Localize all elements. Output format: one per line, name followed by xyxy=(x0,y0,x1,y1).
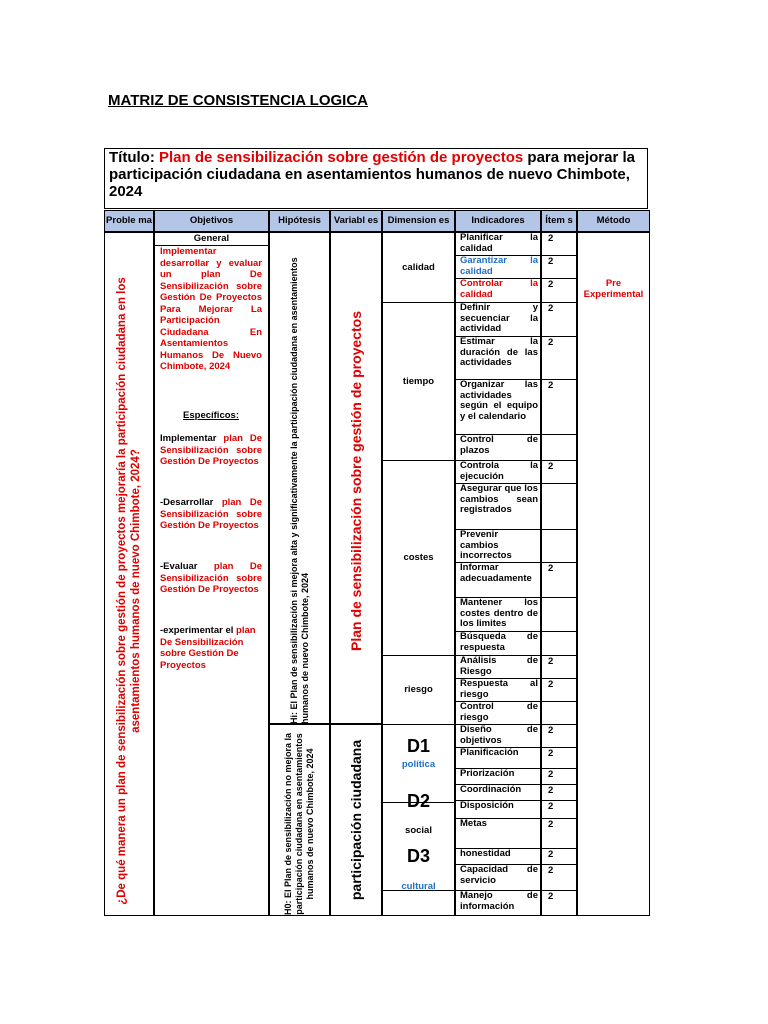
objetivo-especifico-4: -experimentar el plan De Sensibilización sobre Gestión De Proyectos xyxy=(160,625,256,671)
dimension-tiempo: tiempo xyxy=(402,376,435,387)
item-value: 2 xyxy=(548,256,554,267)
metodo-text: Pre Experimental xyxy=(583,278,644,300)
item-value: 2 xyxy=(548,303,554,314)
dimension-d2-sub: social xyxy=(405,825,432,836)
title-red-part: Plan de sensibilización sobre gestión de proyectos xyxy=(158,149,524,166)
header-items: Ítem s xyxy=(541,210,577,232)
indicator-label: Priorización xyxy=(460,768,515,779)
dimension-d3: D3 xyxy=(406,846,430,866)
dimension-riesgo: riesgo xyxy=(404,684,433,695)
header-variables: Variabl es xyxy=(330,210,382,232)
title-box xyxy=(104,148,648,209)
indicator-label: Controlar la calidad xyxy=(460,278,538,300)
indicator-label: Diseño de objetivos xyxy=(460,724,538,746)
indicator-label: honestidad xyxy=(460,848,511,859)
item-value: 2 xyxy=(548,801,554,812)
objetivos-especificos-label: Específicos: xyxy=(183,410,239,421)
header-metodo: Método xyxy=(577,210,650,232)
item-value: 2 xyxy=(548,679,554,690)
hipotesis-h0-text: H0: El Plan de sensibilización no mejora la participación ciudadana en asentamientos humanos de nuevo Chimbote, 2024 xyxy=(282,732,315,916)
item-value: 2 xyxy=(548,819,554,830)
title-prefix: Título: xyxy=(109,149,159,166)
indicator-label: Mantener los costes dentro de los limites xyxy=(460,597,538,629)
dimension-d1: D1 xyxy=(406,736,430,756)
header-indicadores: Indicadores xyxy=(455,210,541,232)
indicator-label: Planificar la calidad xyxy=(460,232,538,254)
objetivo-especifico-1: Implementar plan De Sensibilización sobre Gestión De Proyectos xyxy=(160,433,262,467)
item-value: 2 xyxy=(548,233,554,244)
indicator-label: Estimar la duración de las actividades xyxy=(460,336,538,368)
item-value: 2 xyxy=(548,865,554,876)
problema-text: ¿De qué manera un plan de sensibilización sobre gestión de proyectos mejoraría la participación ciudadana en los asentamientos humanos de nuevo Chimbote, 2024? xyxy=(116,277,142,905)
item-value: 2 xyxy=(548,563,554,574)
item-value: 2 xyxy=(548,461,554,472)
item-value: 2 xyxy=(548,279,554,290)
objetivo-especifico-2: -Desarrollar plan De Sensibilización sobre Gestión De Proyectos xyxy=(160,497,262,531)
item-value: 2 xyxy=(548,725,554,736)
dimension-costes: costes xyxy=(403,552,434,563)
indicator-label: Manejo de información xyxy=(460,890,538,912)
indicator-label: Metas xyxy=(460,818,487,829)
indicator-label: Respuesta al riesgo xyxy=(460,678,538,700)
indicator-label: Control de riesgo xyxy=(460,701,538,723)
indicator-label: Garantizar la calidad xyxy=(460,255,538,277)
dimension-d3-sub: cultural xyxy=(401,881,436,892)
indicator-label: Controla la ejecución xyxy=(460,460,538,482)
objetivo-general-label: General xyxy=(193,233,230,244)
indicator-label: Control de plazos xyxy=(460,434,538,456)
objetivo-especifico-3: -Evaluar plan De Sensibilización sobre Gestión De Proyectos xyxy=(160,561,262,595)
item-value: 2 xyxy=(548,785,554,796)
hipotesis-hi-text: Hi: El Plan de sensibilización si mejora alta y significativamente la participación ciudadana en asentamientos humanos de nuevo Chimbote, 2024 xyxy=(289,257,310,724)
variable-2-text: participación ciudadana xyxy=(348,739,364,901)
dimensiones-column xyxy=(382,232,455,916)
header-dimensiones: Dimension es xyxy=(382,210,455,232)
title-rest: para mejorar la participación ciudadana en asentamientos humanos de nuevo Chimbote, 2024 xyxy=(109,149,635,200)
indicator-label: Definir y secuenciar la actividad xyxy=(460,302,538,334)
variable-1-text: Plan de sensibilización sobre gestión de proyectos xyxy=(348,311,364,651)
indicator-label: Organizar las actividades según el equipo y el calendario xyxy=(460,379,538,422)
header-problema: Proble ma xyxy=(104,210,154,232)
item-value: 2 xyxy=(548,380,554,391)
indicator-label: Disposición xyxy=(460,800,514,811)
indicator-label: Búsqueda de respuesta xyxy=(460,631,538,653)
dimension-d2: D2 xyxy=(406,791,430,811)
dimension-d1-sub: política xyxy=(401,759,436,770)
page-heading: MATRIZ DE CONSISTENCIA LOGICA xyxy=(108,92,368,109)
indicator-label: Análisis de Riesgo xyxy=(460,655,538,677)
header-hipotesis: Hipótesis xyxy=(269,210,330,232)
consistency-matrix-table xyxy=(104,148,650,916)
items-column xyxy=(541,232,577,916)
metodo-cell xyxy=(577,232,650,916)
indicator-label: Planificación xyxy=(460,747,519,758)
indicator-label: Informar adecuadamente xyxy=(460,562,532,584)
indicator-label: Coordinación xyxy=(460,784,522,795)
dimension-calidad: calidad xyxy=(402,262,435,273)
indicator-label: Asegurar que los cambios sean registrados xyxy=(460,483,538,515)
item-value: 2 xyxy=(548,337,554,348)
indicator-label: Prevenir cambios incorrectos xyxy=(460,529,512,561)
item-value: 2 xyxy=(548,891,554,902)
item-value: 2 xyxy=(548,769,554,780)
header-objetivos: Objetivos xyxy=(154,210,269,232)
item-value: 2 xyxy=(548,849,554,860)
indicator-label: Capacidad de servicio xyxy=(460,864,538,886)
objetivo-general-text: Implementar desarrollar y evaluar un plan De Sensibilización sobre Gestión De Proyectos Para Mejorar La Participación Ciudadana En Asentamientos Humanos De Nuevo Chimbote, 2024 xyxy=(160,246,262,372)
item-value: 2 xyxy=(548,748,554,759)
item-value: 2 xyxy=(548,656,554,667)
